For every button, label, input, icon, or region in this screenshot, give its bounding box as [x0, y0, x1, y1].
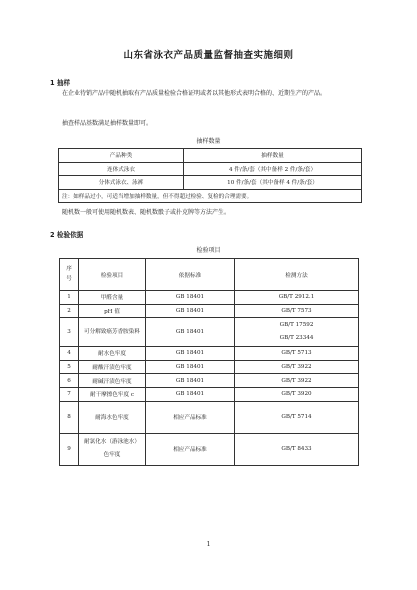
table-row	[60, 374, 359, 388]
cell-no: 3	[60, 318, 79, 347]
table-row	[60, 304, 359, 318]
table-row	[60, 347, 359, 361]
header-product-type: 产品种类	[59, 149, 184, 163]
cell-method: GB/T 3922	[235, 374, 359, 388]
cell-sample-quantity: 4 件/条/套（其中备样 2 件/条/套）	[184, 162, 362, 176]
cell-product-type: 连体式泳衣	[59, 162, 184, 176]
cell-method: GB/T 5714	[235, 401, 359, 433]
cell-product-type: 分体式泳衣、泳裤	[59, 176, 184, 190]
cell-item: 可分解致癌芳香胺染料	[79, 318, 146, 347]
header-test-method: 检测方法	[235, 259, 359, 291]
inspection-items-table	[59, 258, 359, 466]
cell-standard: GB 18401	[146, 347, 235, 361]
inspection-table-caption: 检验项目	[196, 247, 221, 254]
sampling-paragraph-2: 抽查样品基数满足抽样数量即可。	[62, 120, 153, 127]
cell-standard: 相应产品标准	[146, 433, 235, 465]
cell-standard: GB 18401	[146, 304, 235, 318]
cell-item: 耐干摩擦色牢度 c	[79, 387, 146, 401]
section-heading-sampling: 1 抽样	[50, 79, 71, 87]
sampling-quantity-table	[58, 148, 362, 203]
cell-item: pH 值	[79, 304, 146, 318]
cell-standard: 相应产品标准	[146, 401, 235, 433]
cell-no: 2	[60, 304, 79, 318]
cell-item: 耐水色牢度	[79, 347, 146, 361]
table-note: 注：如样品过小，可适当增加抽样数量，但不得超过检验、复检的合理需要。	[59, 189, 362, 203]
table-header-row	[60, 259, 359, 291]
table-note-row	[59, 189, 362, 203]
cell-item: 耐酸汗渍色牢度	[79, 360, 146, 374]
page-number: 1	[206, 541, 211, 548]
cell-method: GB/T 7573	[235, 304, 359, 318]
table-row	[60, 318, 359, 347]
cell-method: GB/T 5713	[235, 347, 359, 361]
cell-item: 甲醛含量	[79, 291, 146, 305]
cell-standard: GB 18401	[146, 291, 235, 305]
table-row	[60, 291, 359, 305]
cell-item: 耐氯化水（游泳池水）色牢度	[79, 433, 146, 465]
cell-method: GB/T 3922	[235, 360, 359, 374]
cell-method: GB/T 17592 GB/T 23344	[235, 318, 359, 347]
cell-method: GB/T 3920	[235, 387, 359, 401]
cell-standard: GB 18401	[146, 387, 235, 401]
sampling-table-caption: 抽样数量	[196, 138, 221, 145]
sampling-paragraph-1: 在企业待销产品中随机抽取有产品质量检验合格证明或者以其他形式表明合格的、近期生产的产品。	[62, 90, 327, 97]
cell-no: 8	[60, 401, 79, 433]
cell-no: 7	[60, 387, 79, 401]
header-standard: 依据标准	[146, 259, 235, 291]
cell-no: 9	[60, 433, 79, 465]
cell-method: GB/T 8433	[235, 433, 359, 465]
cell-method: GB/T 2912.1	[235, 291, 359, 305]
random-number-paragraph: 随机数一般可使用随机数表、随机数骰子或扑克牌等方法产生。	[62, 209, 231, 216]
cell-item: 耐碱汗渍色牢度	[79, 374, 146, 388]
table-row	[60, 387, 359, 401]
table-header-row	[59, 149, 362, 163]
cell-standard: GB 18401	[146, 318, 235, 347]
table-row	[60, 360, 359, 374]
table-row	[59, 176, 362, 190]
cell-no: 5	[60, 360, 79, 374]
cell-no: 4	[60, 347, 79, 361]
table-row	[60, 433, 359, 465]
header-serial-no: 序号	[60, 259, 79, 291]
cell-item: 耐海水色牢度	[79, 401, 146, 433]
header-sample-quantity: 抽样数量	[184, 149, 362, 163]
cell-no: 1	[60, 291, 79, 305]
document-title: 山东省泳衣产品质量监督抽查实施细则	[123, 50, 294, 61]
cell-no: 6	[60, 374, 79, 388]
header-inspection-item: 检验项目	[79, 259, 146, 291]
cell-standard: GB 18401	[146, 374, 235, 388]
section-heading-basis: 2 检验依据	[50, 231, 84, 239]
table-row	[59, 162, 362, 176]
cell-standard: GB 18401	[146, 360, 235, 374]
cell-sample-quantity: 10 件/条/套（其中备样 4 件/条/套）	[184, 176, 362, 190]
table-row	[60, 401, 359, 433]
